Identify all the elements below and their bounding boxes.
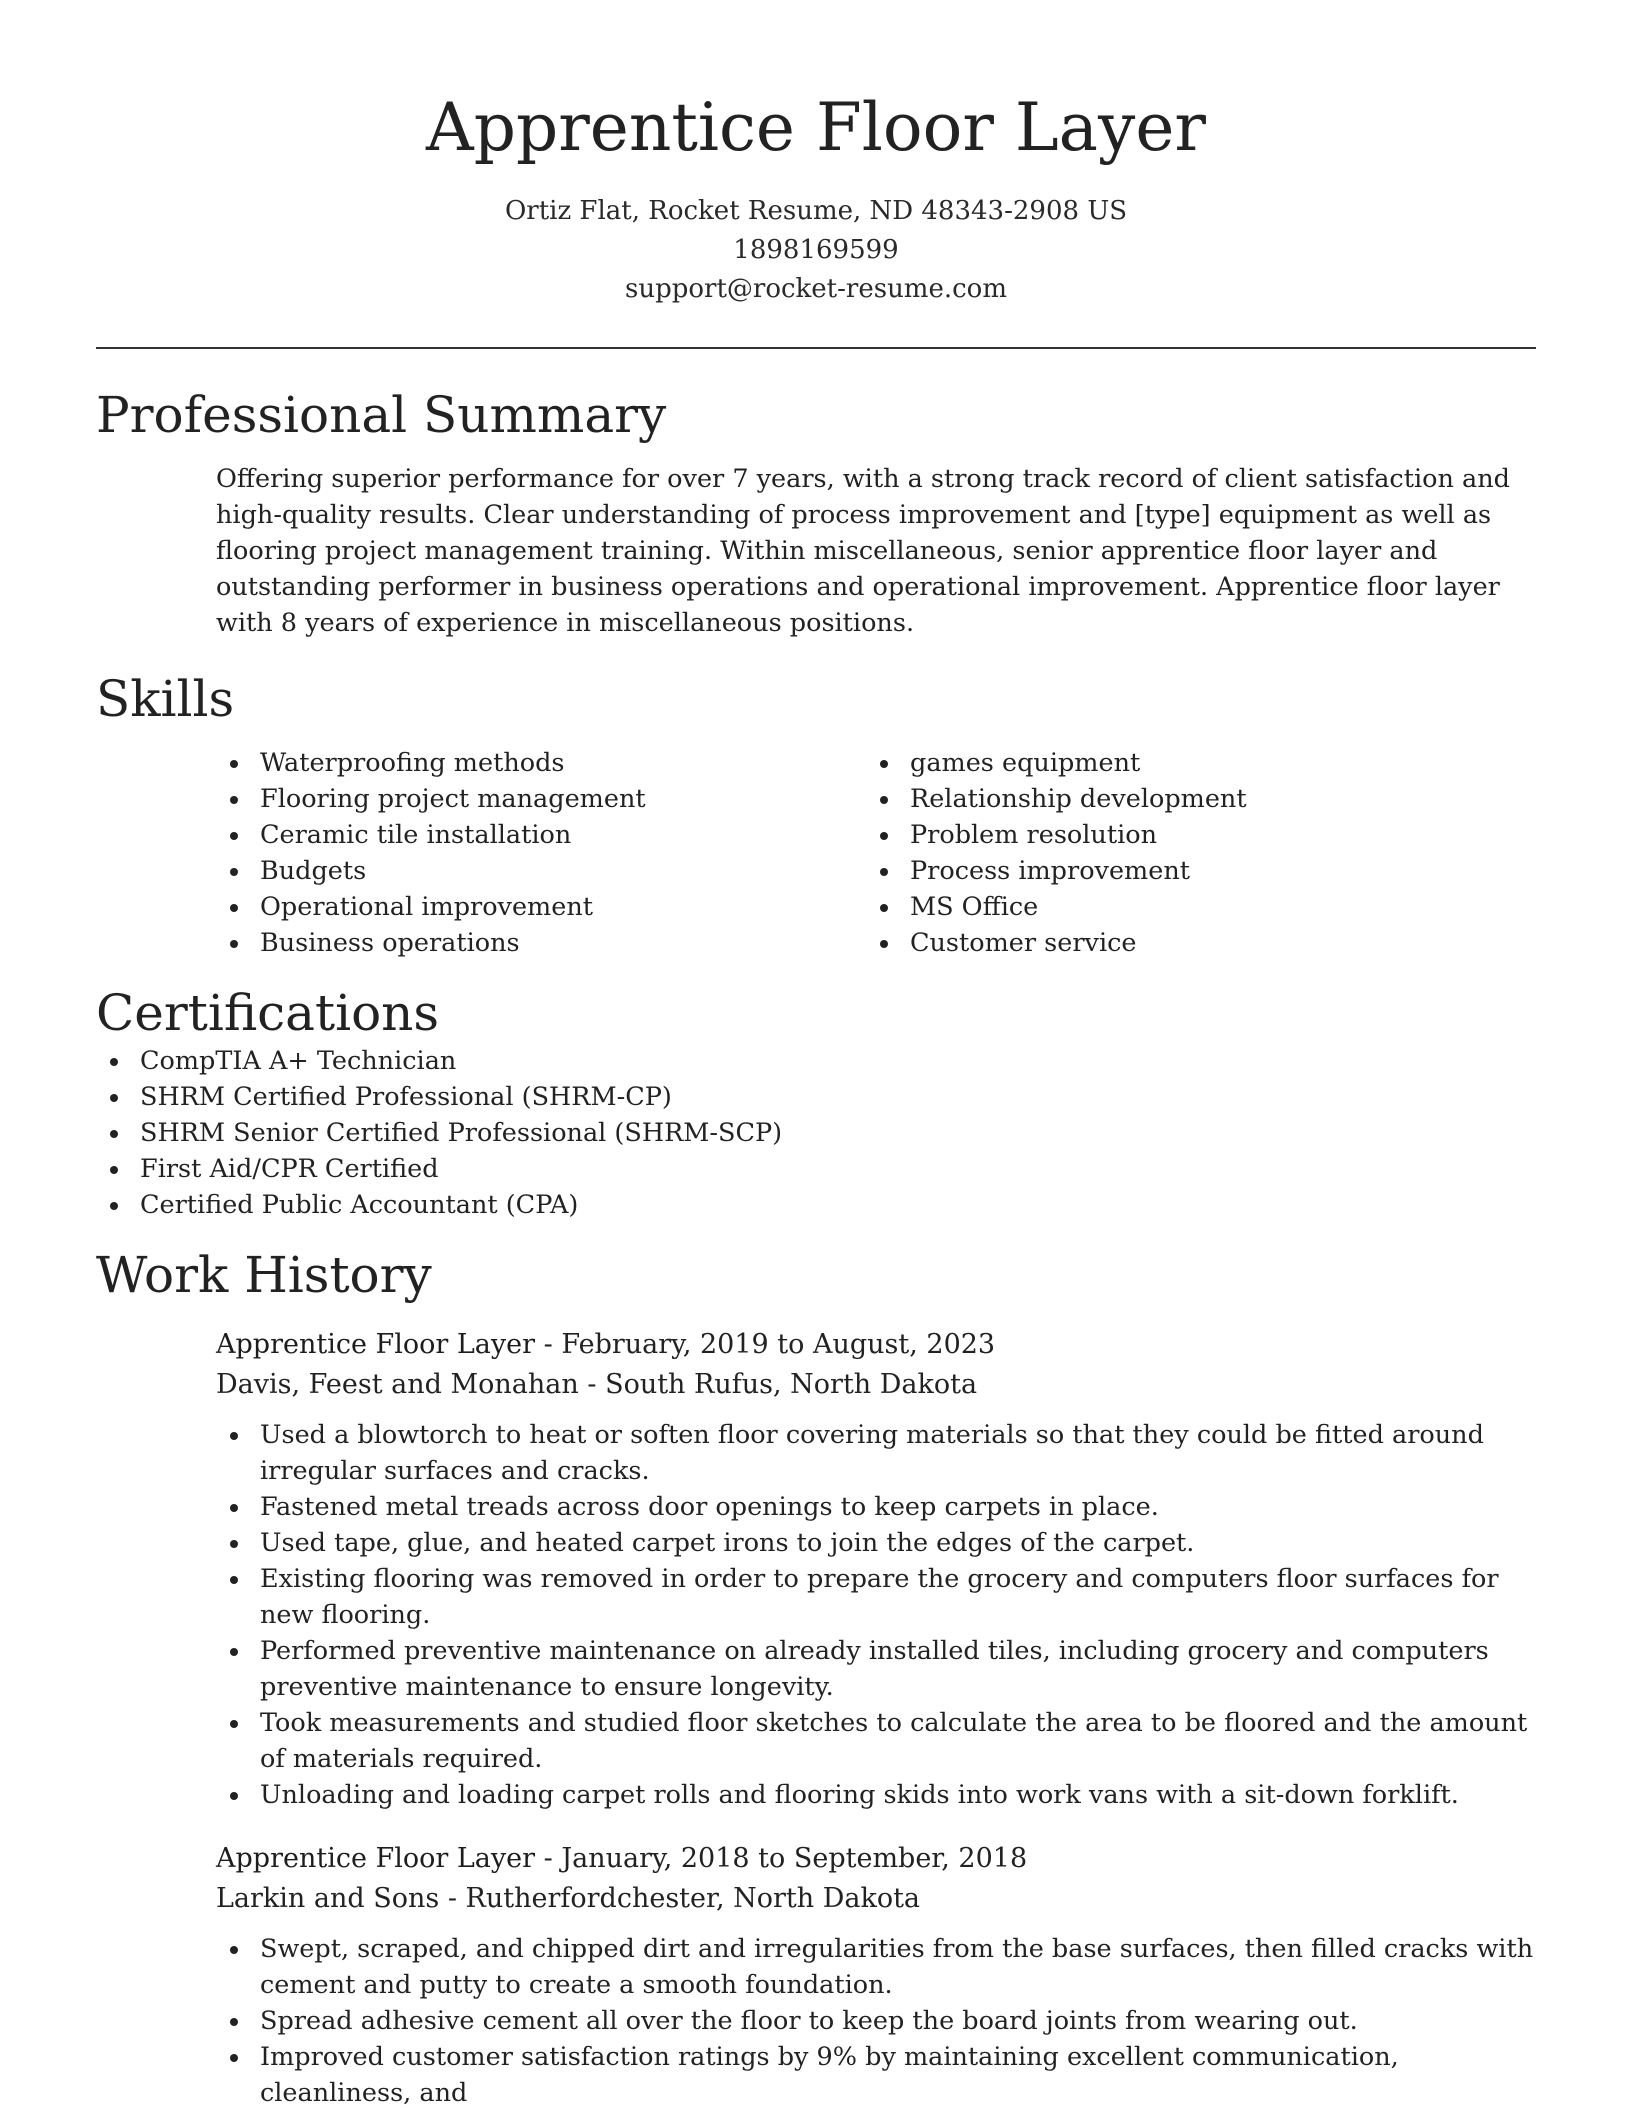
- summary-text: Offering superior performance for over 7 years, with a strong track record of client satisfaction and high-quality results. Clear understanding of process improvement and [type] equipment as well as flooring project management training. Within miscellaneous, senior apprentice floor layer and outstanding performer in business operations and operational improvement. Apprentice floor layer with 8 years of experience in miscellaneous positions.: [216, 464, 1510, 638]
- certifications-heading: Certifications: [96, 984, 440, 1042]
- job-duty-item: Took measurements and studied floor sketches to calculate the area to be floored and the amount of materials required.: [216, 1705, 1536, 1777]
- contact-phone: 1898169599: [733, 235, 899, 265]
- resume-header: [96, 0, 1536, 309]
- skills-section: [96, 669, 1536, 961]
- job-title-line: [216, 1325, 1536, 1365]
- job-duty-item: Fastened metal treads across door openings to keep carpets in place.: [216, 1489, 1536, 1525]
- job-entry: [216, 1839, 1536, 2111]
- job-company: Davis, Feest and Monahan: [216, 1369, 579, 1400]
- job-company-line: [216, 1365, 1536, 1405]
- job-location: - South Rufus, North Dakota: [578, 1369, 978, 1400]
- job-dates: - February, 2019 to August, 2023: [535, 1329, 996, 1360]
- job-location: - Rutherfordchester, North Dakota: [439, 1883, 921, 1914]
- contact-block: [96, 192, 1536, 309]
- skill-item: games equipment: [866, 745, 1516, 781]
- header-divider: [96, 347, 1536, 349]
- skill-item: Budgets: [216, 853, 866, 889]
- job-duty-item: Unloading and loading carpet rolls and flooring skids into work vans with a sit-down forklift.: [216, 1777, 1536, 1813]
- job-duties-list: [216, 1417, 1536, 1813]
- job-duty-item: Swept, scraped, and chipped dirt and irregularities from the base surfaces, then filled cracks with cement and putty to create a smooth foundation.: [216, 1931, 1536, 2003]
- skill-item: Flooring project management: [216, 781, 866, 817]
- skills-heading: Skills: [96, 670, 235, 728]
- job-title: Apprentice Floor Layer: [216, 1843, 536, 1874]
- job-duty-item: Improved customer satisfaction ratings by 9% by maintaining excellent communication, cleanliness, and: [216, 2039, 1536, 2111]
- work-history-section: [96, 1245, 1536, 2111]
- skills-column-left: [216, 745, 866, 961]
- contact-address: Ortiz Flat, Rocket Resume, ND 48343-2908 US: [504, 196, 1128, 226]
- skill-item: Problem resolution: [866, 817, 1516, 853]
- resume-page: [96, 0, 1536, 2111]
- certifications-list: [96, 1043, 1536, 1223]
- work-history-heading: Work History: [96, 1246, 432, 1304]
- skill-item: Process improvement: [866, 853, 1516, 889]
- certification-item: SHRM Senior Certified Professional (SHRM-SCP): [96, 1115, 1536, 1151]
- skill-item: Customer service: [866, 925, 1516, 961]
- certification-item: Certified Public Accountant (CPA): [96, 1187, 1536, 1223]
- job-entry: [216, 1325, 1536, 1813]
- skills-grid: [216, 745, 1536, 961]
- skill-item: MS Office: [866, 889, 1516, 925]
- job-title: Apprentice Floor Layer: [216, 1329, 536, 1360]
- job-duty-item: Spread adhesive cement all over the floor to keep the board joints from wearing out.: [216, 2003, 1536, 2039]
- candidate-name: Apprentice Floor Layer: [426, 89, 1206, 166]
- job-dates: - January, 2018 to September, 2018: [535, 1843, 1028, 1874]
- job-duty-item: Used tape, glue, and heated carpet irons to join the edges of the carpet.: [216, 1525, 1536, 1561]
- job-company: Larkin and Sons: [216, 1883, 440, 1914]
- skills-column-right: [866, 745, 1516, 961]
- contact-email: support@rocket-resume.com: [624, 274, 1007, 304]
- job-duty-item: Existing flooring was removed in order to prepare the grocery and computers floor surfaces for new flooring.: [216, 1561, 1536, 1633]
- job-title-line: [216, 1839, 1536, 1879]
- job-duty-item: Used a blowtorch to heat or soften floor covering materials so that they could be fitted around irregular surfaces and cracks.: [216, 1417, 1536, 1489]
- job-company-line: [216, 1879, 1536, 1919]
- certification-item: First Aid/CPR Certified: [96, 1151, 1536, 1187]
- job-duty-item: Performed preventive maintenance on already installed tiles, including grocery and computers preventive maintenance to ensure longevity.: [216, 1633, 1536, 1705]
- summary-section: [96, 385, 1536, 641]
- summary-heading: Professional Summary: [96, 386, 667, 444]
- skill-item: Business operations: [216, 925, 866, 961]
- certifications-section: [96, 983, 1536, 1223]
- skill-item: Relationship development: [866, 781, 1516, 817]
- skill-item: Operational improvement: [216, 889, 866, 925]
- skill-item: Waterproofing methods: [216, 745, 866, 781]
- certification-item: SHRM Certified Professional (SHRM-CP): [96, 1079, 1536, 1115]
- skill-item: Ceramic tile installation: [216, 817, 866, 853]
- job-duties-list: [216, 1931, 1536, 2111]
- certification-item: CompTIA A+ Technician: [96, 1043, 1536, 1079]
